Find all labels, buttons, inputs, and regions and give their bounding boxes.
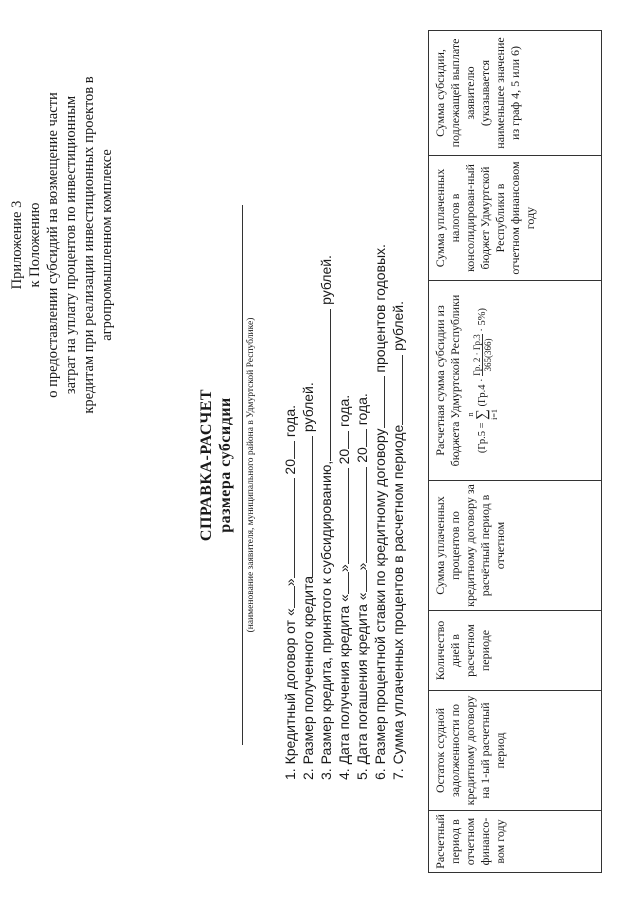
- field-label: 1. Кредитный договор от «: [282, 608, 298, 780]
- field-label: 3. Размер кредита, принятого к субсидированию,: [318, 460, 334, 780]
- col-header-subsidy-payable: Сумма субсидии, подлежащей выплате заявителю (указывается наименьшее значение из граф 4, 5 или 6): [429, 31, 602, 156]
- col-header-interest-paid: Сумма уплаченных процентов по кредитному договору за расчётный период в отчетном: [429, 481, 602, 611]
- field-text: 20: [354, 447, 370, 463]
- blank-amount: [317, 309, 331, 461]
- appendix-line: к Положению: [27, 202, 43, 288]
- subsidy-formula: [466, 284, 499, 477]
- blank-year: [353, 429, 367, 447]
- field-text: 20: [282, 458, 298, 475]
- field-text: »: [354, 562, 370, 571]
- col-header-estimated-subsidy: [429, 281, 602, 481]
- field-label: 2. Размер полученного кредита: [300, 575, 316, 780]
- field-text: рублей.: [390, 300, 406, 351]
- formula-part: =: [476, 422, 488, 429]
- appendix-line: затрат на уплату процентов по инвестиционным: [63, 95, 79, 395]
- field-label: 7. Сумма уплаченных процентов в расчетном периоде: [390, 424, 406, 780]
- field-text: рублей.: [318, 255, 334, 305]
- blank-month: [353, 467, 367, 563]
- subtitle-line: размера субсидии: [217, 397, 234, 533]
- col-header-taxes-paid: Сумма уплаченных налогов в консолидирован-ный бюджет Удмуртской Республики в отчетном финансовом году: [429, 156, 602, 281]
- formula-part: (Гр.4 ·: [476, 378, 488, 407]
- field-text: года.: [336, 394, 352, 427]
- blank-amount: [389, 355, 403, 425]
- blank-amount: [299, 436, 313, 576]
- appendix-line: кредитам при реализации инвестиционных проектов в: [81, 76, 97, 414]
- applicant-name-line: [242, 205, 243, 745]
- field-loan-amount: [299, 140, 317, 780]
- col-header-days: Количество дней в расчетном периоде: [429, 611, 602, 691]
- blank-rate: [371, 376, 385, 428]
- col-header-period: Расчетный период в отчетном финансо-вом году: [429, 811, 602, 873]
- field-text: года.: [282, 404, 298, 438]
- field-label: 5. Дата погашения кредита «: [354, 592, 370, 780]
- sigma-glyph: ∑: [474, 409, 490, 420]
- document-title: [197, 225, 235, 705]
- col-header-text: Расчетная сумма субсидии из бюджета Удмуртской Республики: [433, 294, 462, 467]
- sum-upper: n: [466, 412, 475, 417]
- sum-lower: i=1: [490, 409, 499, 420]
- blank-day: [281, 586, 295, 608]
- blank-day: [353, 570, 367, 592]
- field-label: 4. Дата получения кредита «: [336, 594, 352, 780]
- field-interest-paid: [389, 140, 407, 780]
- subsidy-table: [428, 30, 602, 873]
- field-repayment-date: [353, 140, 371, 780]
- fraction-denominator: 365(366): [483, 338, 493, 372]
- formula-fraction: [472, 334, 493, 376]
- appendix-line: агропромышленном комплексе: [99, 149, 115, 341]
- col-header-balance: Остаток ссудной задолженности по кредитному договору на 1-ый расчетный период: [429, 691, 602, 811]
- field-text: »: [282, 578, 298, 587]
- appendix-block: [8, 15, 116, 475]
- form-fields: [281, 140, 407, 780]
- blank-year: [281, 441, 295, 459]
- formula-part: (Гр.5: [476, 431, 488, 454]
- blank-day: [335, 572, 349, 594]
- appendix-line: Приложение 3: [9, 200, 25, 290]
- field-text: года.: [354, 393, 370, 426]
- title-line: СПРАВКА-РАСЧЕТ: [198, 388, 215, 542]
- field-text: »: [336, 564, 352, 573]
- field-text: рублей.: [300, 382, 316, 433]
- appendix-line: о предоставлении субсидий на возмещение части: [45, 92, 61, 398]
- fraction-numerator: Гр. 2 · Гр.3: [472, 334, 482, 376]
- field-text: процентов годовых.: [372, 244, 388, 373]
- blank-year: [335, 431, 349, 449]
- applicant-caption: (наименование заявителя, муниципального района в Удмуртской Республике): [246, 317, 256, 633]
- formula-part: · 5%): [476, 307, 488, 332]
- field-label: 6. Размер процентной ставки по кредитному договору: [372, 428, 388, 780]
- blank-month: [335, 468, 349, 564]
- field-subsidized-amount: [317, 140, 335, 780]
- field-receipt-date: [335, 140, 353, 780]
- field-text: 20: [336, 448, 352, 465]
- field-contract: [281, 140, 299, 780]
- sum-symbol: [466, 409, 499, 420]
- blank-month: [281, 478, 295, 578]
- field-interest-rate: [371, 140, 389, 780]
- table-header-row: [429, 31, 602, 873]
